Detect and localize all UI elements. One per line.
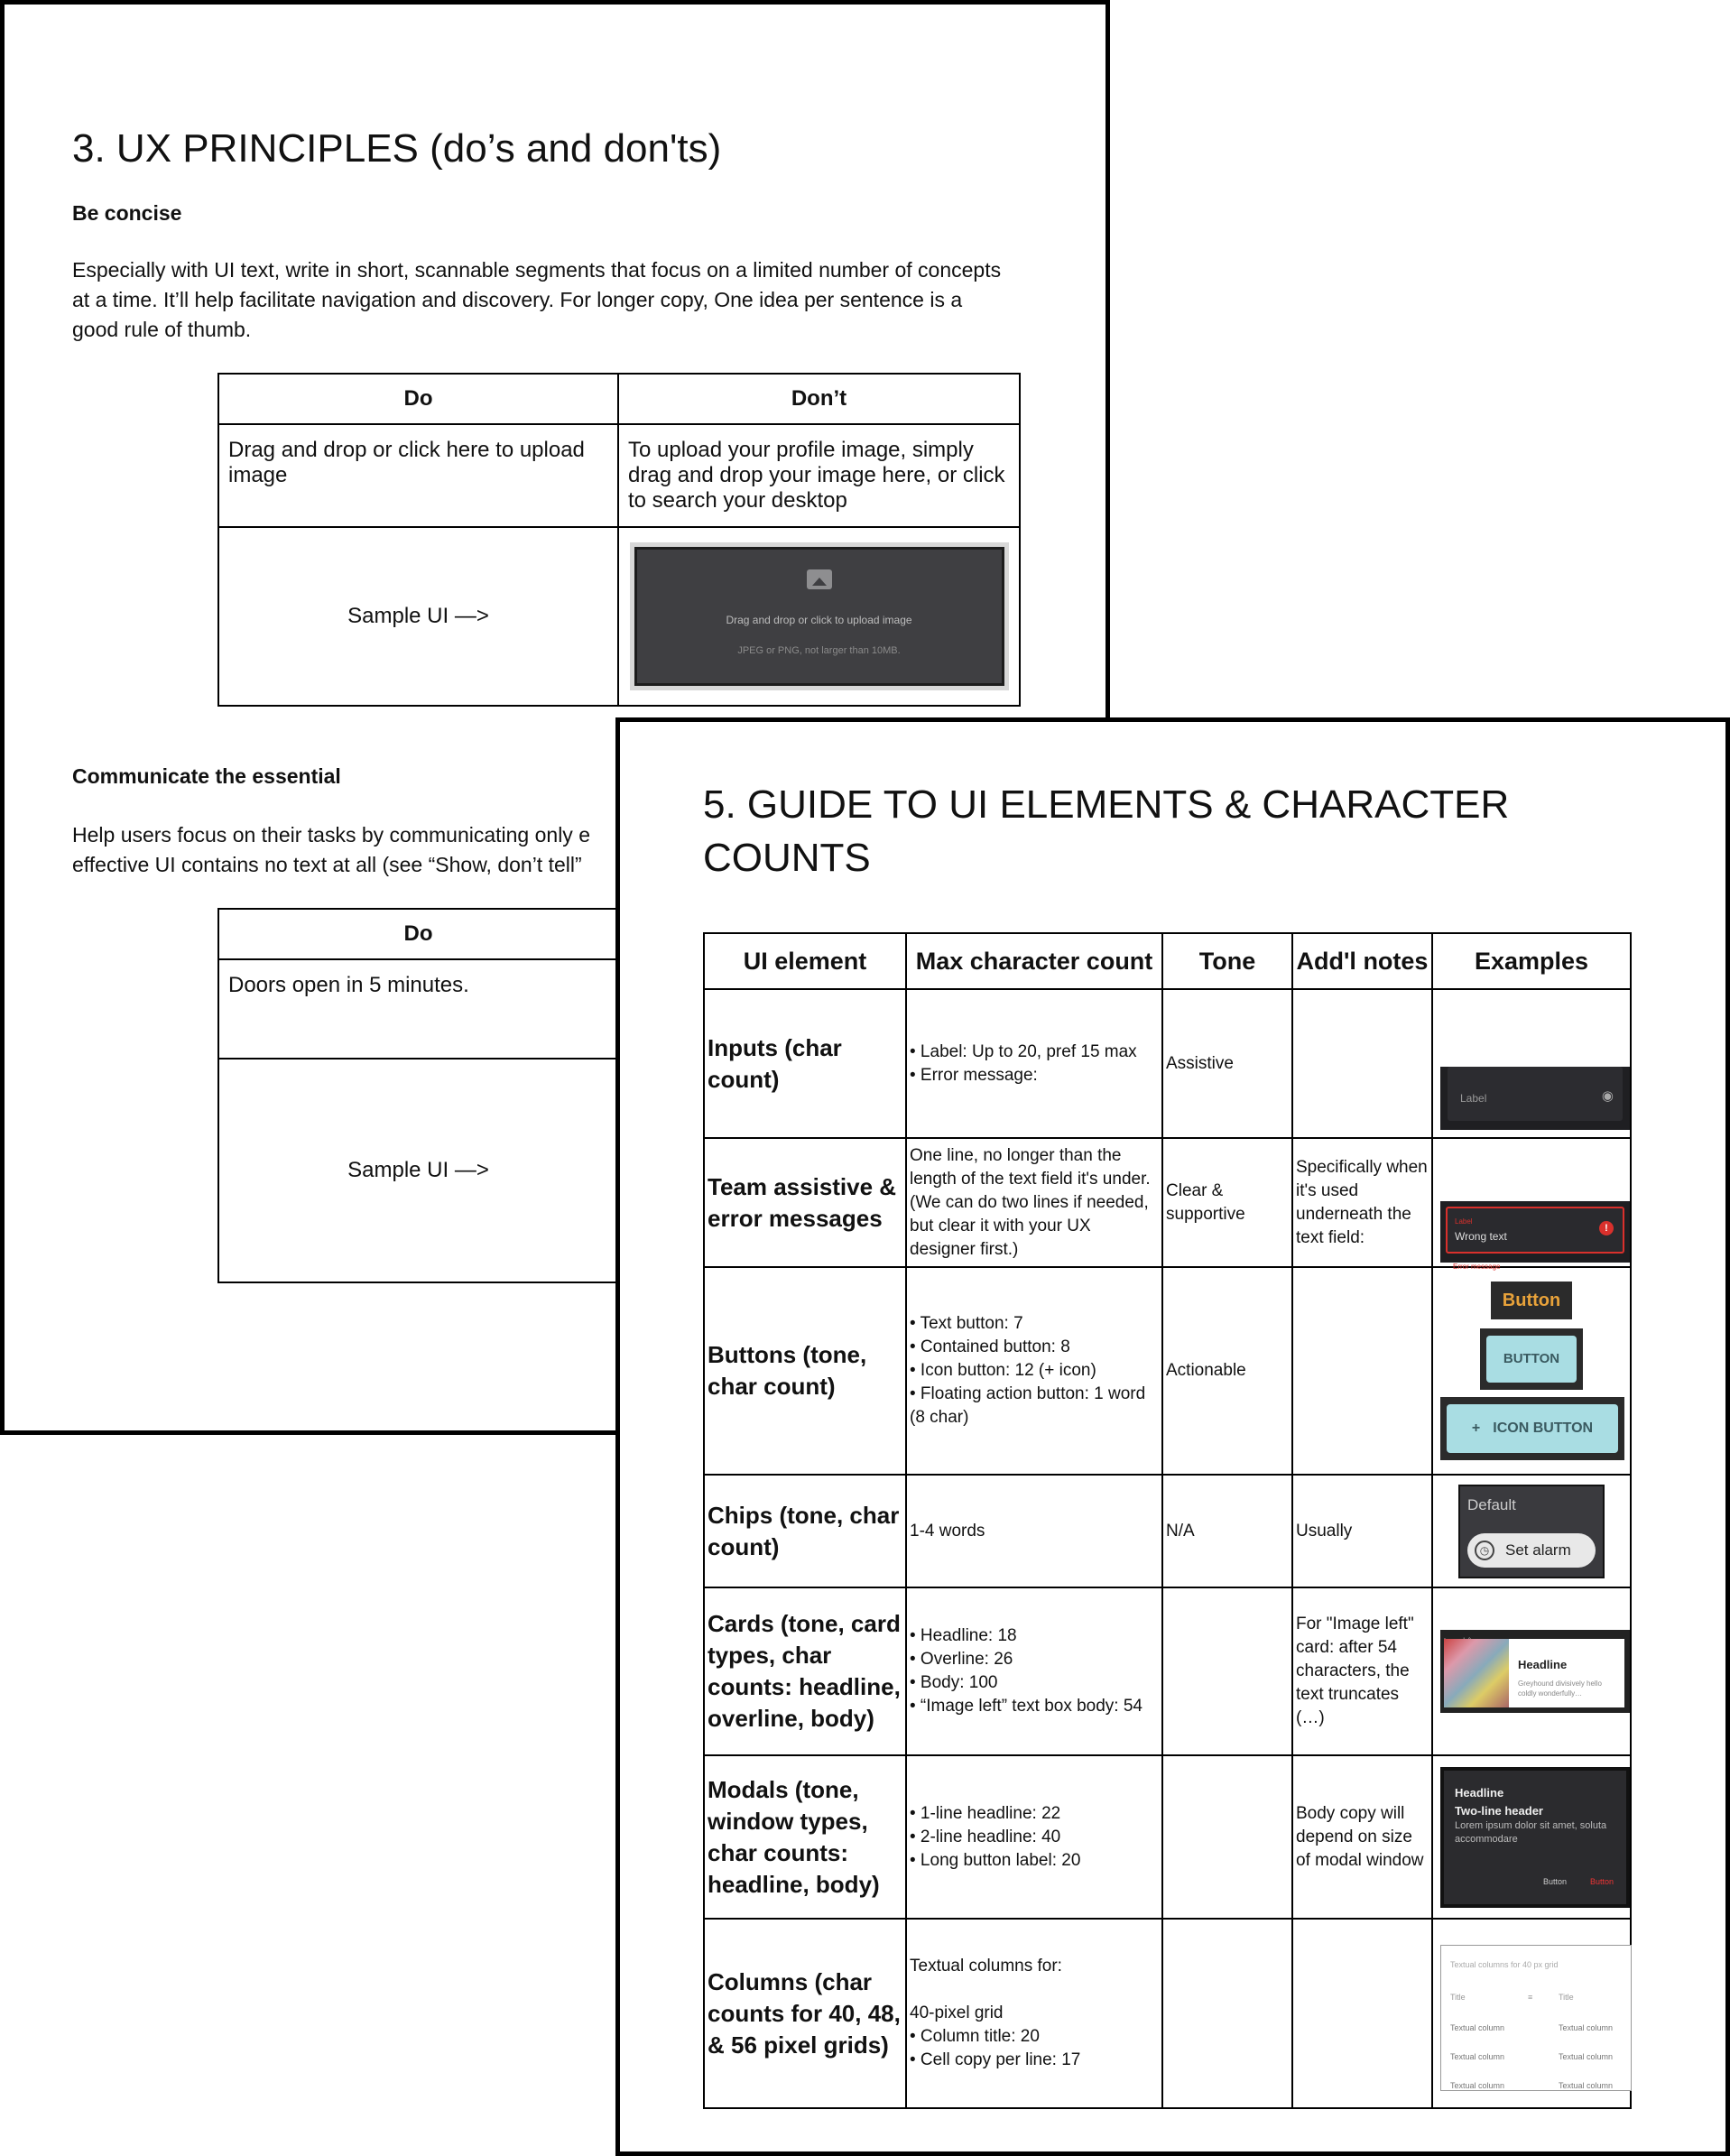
section-title-communicate: Communicate the essential xyxy=(72,764,341,788)
max-count-cell xyxy=(906,989,1162,1138)
column-title: Title xyxy=(1559,1993,1574,2002)
icon-button-example[interactable]: ICON BUTTON xyxy=(1493,1420,1594,1436)
ui-elements-table xyxy=(703,932,1632,2109)
ui-element-name: Buttons (tone, char count) xyxy=(704,1267,906,1475)
count-line: • Label: Up to 20, pref 15 max xyxy=(910,1041,1137,1061)
max-count-cell xyxy=(906,1267,1162,1475)
count-line: • Error message: xyxy=(910,1065,1038,1085)
column-header: UI element xyxy=(704,933,906,989)
modal-button-secondary[interactable]: Button xyxy=(1542,1876,1567,1886)
page-title: 3. UX PRINCIPLES (do’s and don'ts) xyxy=(72,126,722,171)
contained-button-example[interactable]: BUTTON xyxy=(1486,1336,1577,1383)
section-title-be-concise: Be concise xyxy=(72,201,182,225)
tone-cell: N/A xyxy=(1162,1475,1292,1587)
max-count-cell xyxy=(906,1587,1162,1755)
input-field-example xyxy=(1440,1067,1630,1130)
max-count-cell: One line, no longer than the length of the text field it's under. (We can do two lines if needed, but clear it with your UX designer first.) xyxy=(906,1138,1162,1267)
do-example-text: Drag and drop or click here to upload image xyxy=(218,424,618,527)
tone-cell xyxy=(1162,1919,1292,2108)
column-header: Examples xyxy=(1432,933,1631,989)
notes-cell xyxy=(1292,1919,1432,2108)
tone-cell: Assistive xyxy=(1162,989,1292,1138)
ui-element-name: Cards (tone, card types, char counts: headline, overline, body) xyxy=(704,1587,906,1755)
modal-headline: Headline xyxy=(1455,1785,1504,1800)
count-line: • Headline: 18 xyxy=(910,1626,1017,1645)
eye-icon: ◉ xyxy=(1601,1087,1614,1104)
image-icon xyxy=(807,569,832,589)
table-row xyxy=(704,1267,1631,1475)
error-icon: ! xyxy=(1599,1221,1614,1235)
do-example-text: Doors open in 5 minutes. xyxy=(218,959,618,1059)
card-example xyxy=(1440,1630,1630,1713)
modal-two-line-header: Two-line header xyxy=(1455,1803,1543,1818)
column-cell: Textual column xyxy=(1450,2081,1505,2090)
sample-ui-label: Sample UI —> xyxy=(218,1059,618,1282)
upload-dropzone[interactable] xyxy=(630,542,1009,690)
example-cell xyxy=(1432,1755,1631,1919)
chip-label: Set alarm xyxy=(1505,1541,1571,1559)
dont-example-text: To upload your profile image, simply drag and drop your image here, or click to search your desktop xyxy=(618,424,1020,527)
count-line: • 2-line headline: 40 xyxy=(910,1827,1061,1846)
table-row xyxy=(704,1138,1631,1267)
chip-caption: Default xyxy=(1467,1495,1516,1513)
columns-example xyxy=(1440,1945,1632,2091)
upload-instruction: Drag and drop or click to upload image xyxy=(726,614,912,626)
card-body: Greyhound divisively hello coldly wonderfully… xyxy=(1518,1679,1602,1698)
table-row xyxy=(704,1919,1631,2108)
ui-element-name: Columns (char counts for 40, 48, & 56 pixel grids) xyxy=(704,1919,906,2108)
column-header: Max character count xyxy=(906,933,1162,989)
table-row xyxy=(704,989,1631,1138)
columns-caption: Textual columns for 40 px grid xyxy=(1450,1960,1559,1969)
count-line: • Body: 100 xyxy=(910,1673,998,1692)
count-line: Textual columns for: xyxy=(910,1957,1062,1976)
count-line: • Icon button: 12 (+ icon) xyxy=(910,1361,1096,1380)
error-field-label: Label xyxy=(1455,1217,1473,1226)
example-cell xyxy=(1432,1475,1631,1587)
modal-body: Lorem ipsum dolor sit amet, soluta accommodare xyxy=(1455,1819,1607,1845)
page-title-line1: 5. GUIDE TO UI ELEMENTS & CHARACTER xyxy=(703,782,1510,827)
tone-cell xyxy=(1162,1755,1292,1919)
error-field-value: Wrong text xyxy=(1455,1230,1507,1243)
modal-button-primary[interactable]: Button xyxy=(1589,1876,1614,1886)
card-image xyxy=(1444,1639,1509,1707)
example-cell xyxy=(1432,1138,1631,1271)
ui-element-name: Team assistive & error messages xyxy=(704,1138,906,1267)
example-cell xyxy=(1432,1267,1631,1475)
column-title: Title xyxy=(1450,1993,1466,2002)
column-cell: Textual column xyxy=(1559,2023,1614,2032)
count-line: • Overline: 26 xyxy=(910,1650,1013,1669)
count-line: • Long button label: 20 xyxy=(910,1850,1081,1870)
ui-element-name: Modals (tone, window types, char counts: headline, body) xyxy=(704,1755,906,1919)
column-cell: Textual column xyxy=(1450,2023,1505,2032)
sample-ui-cell xyxy=(618,527,1020,706)
error-message: Error message xyxy=(1453,1263,1501,1271)
notes-cell: For "Image left" card: after 54 characters, the text truncates (…) xyxy=(1292,1587,1432,1755)
upload-hint: JPEG or PNG, not larger than 10MB. xyxy=(737,645,901,656)
page-title-line2: COUNTS xyxy=(703,836,871,880)
max-count-cell xyxy=(906,1755,1162,1919)
card-headline: Headline xyxy=(1518,1658,1568,1671)
notes-cell: Body copy will depend on size of modal window xyxy=(1292,1755,1432,1919)
ui-element-name: Inputs (char count) xyxy=(704,989,906,1138)
notes-cell xyxy=(1292,989,1432,1138)
notes-cell xyxy=(1292,1267,1432,1475)
table-row xyxy=(704,1755,1631,1919)
text-button-example[interactable]: Button xyxy=(1491,1282,1572,1319)
section-paragraph-line1: Help users focus on their tasks by communicating only e xyxy=(72,823,590,847)
notes-cell: Specifically when it's used underneath the text field: xyxy=(1292,1138,1432,1267)
count-line: • Column title: 20 xyxy=(910,2027,1040,2046)
do-dont-table-concise xyxy=(217,373,1021,707)
column-header: Add'l notes xyxy=(1292,933,1432,989)
error-field-example xyxy=(1440,1201,1630,1271)
count-line: • Floating action button: 1 word (8 char) xyxy=(910,1384,1146,1427)
section-paragraph-line2: effective UI contains no text at all (see “Show, don’t tell” xyxy=(72,853,582,876)
table-row xyxy=(704,1475,1631,1587)
alarm-icon: ◷ xyxy=(1475,1541,1494,1560)
column-cell: Textual column xyxy=(1559,2081,1614,2090)
count-line: • Cell copy per line: 17 xyxy=(910,2050,1081,2069)
example-cell xyxy=(1432,1919,1631,2108)
table-row xyxy=(704,1587,1631,1755)
count-line: • Contained button: 8 xyxy=(910,1337,1070,1356)
count-line: • 1-line headline: 22 xyxy=(910,1803,1061,1823)
chip-set-alarm[interactable] xyxy=(1467,1533,1596,1568)
plus-icon: + xyxy=(1471,1420,1481,1436)
column-header: Tone xyxy=(1162,933,1292,989)
count-line: 40-pixel grid xyxy=(910,2003,1004,2022)
sample-ui-label: Sample UI —> xyxy=(218,527,618,706)
max-count-cell: 1-4 words xyxy=(906,1475,1162,1587)
column-cell: Textual column xyxy=(1559,2052,1614,2061)
tone-cell: Clear & supportive xyxy=(1162,1138,1292,1267)
modal-example xyxy=(1440,1767,1630,1908)
column-header-do: Do xyxy=(218,374,618,424)
ui-element-name: Chips (tone, char count) xyxy=(704,1475,906,1587)
chip-example xyxy=(1458,1485,1605,1578)
count-line: • “Image left” text box body: 54 xyxy=(910,1697,1143,1716)
input-label: Label xyxy=(1460,1091,1487,1105)
column-cell: Textual column xyxy=(1450,2052,1505,2061)
example-cell xyxy=(1432,989,1631,1138)
column-header-do: Do xyxy=(218,909,618,959)
example-cell xyxy=(1432,1587,1631,1755)
document-page-ui-elements xyxy=(615,717,1730,2156)
notes-cell: Usually xyxy=(1292,1475,1432,1587)
sort-icon: ≡ xyxy=(1528,1993,1533,2002)
count-line: • Text button: 7 xyxy=(910,1314,1023,1333)
tone-cell: Actionable xyxy=(1162,1267,1292,1475)
section-paragraph: Especially with UI text, write in short, scannable segments that focus on a limited number of concepts at a time. It’ll help facilitate navigation and discovery. For longer copy, One idea per sentence is a good rule of thumb. xyxy=(72,258,1002,341)
column-header-dont: Don’t xyxy=(618,374,1020,424)
tone-cell xyxy=(1162,1587,1292,1755)
max-count-cell xyxy=(906,1919,1162,2108)
